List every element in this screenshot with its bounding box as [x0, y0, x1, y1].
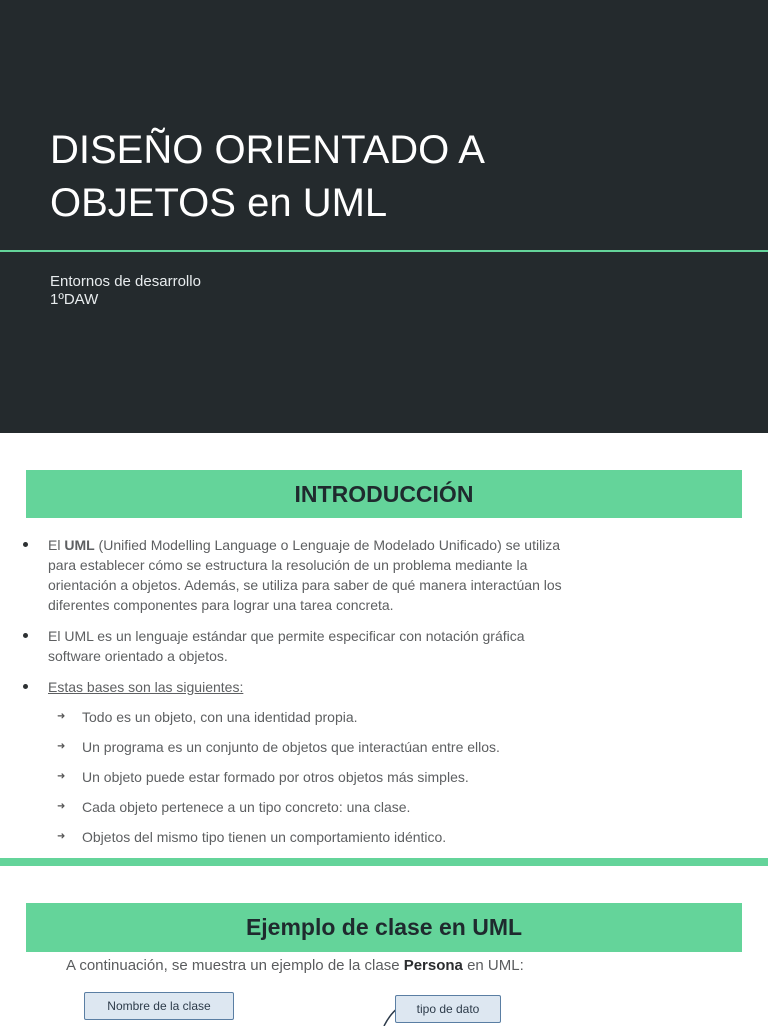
title-line-2: OBJETOS en UML — [50, 181, 388, 225]
bullet-line: para establecer cómo se estructura la resolución de un problema mediante la — [48, 557, 528, 573]
bullet-line: orientación a objetos. Además, se utiliza para saber de qué manera interactúan los — [48, 577, 562, 593]
sub-item: ➜ Todo es un objeto, con una identidad propia. — [57, 709, 358, 725]
sub-item: ➜ Objetos del mismo tipo tienen un comportamiento idéntico. — [57, 829, 447, 845]
arrow-icon: ➜ — [57, 831, 66, 842]
arrow-icon: ➜ — [57, 771, 66, 782]
arrow-icon: ➜ — [57, 801, 66, 812]
bullet-line: software orientado a objetos. — [48, 648, 228, 664]
bullet-bases — [48, 677, 668, 697]
intro-slide — [0, 433, 768, 858]
bullet-uml-definition — [48, 535, 668, 615]
sub-item: ➜ Cada objeto pertenece a un tipo concreto: una clase. — [57, 799, 411, 815]
bullet-dot-icon — [23, 633, 28, 638]
sub-item: ➜ Un objeto puede estar formado por otros objetos más simples. — [57, 769, 469, 785]
subtitle-line-2: 1ºDAW — [50, 291, 99, 308]
subtitle-line-1: Entornos de desarrollo — [50, 273, 201, 290]
title-divider — [0, 250, 768, 252]
slide-title — [50, 124, 740, 230]
arrow-icon: ➜ — [57, 741, 66, 752]
bullet-line: diferentes componentes para lograr una tarea concreta. — [48, 597, 394, 613]
bullet-uml-standard — [48, 626, 668, 666]
bullet-line: Estas bases son las siguientes: — [48, 679, 244, 695]
class-name-label: Nombre de la clase — [84, 992, 234, 1020]
slide-separator — [0, 858, 768, 866]
intro-heading: INTRODUCCIÓN — [294, 480, 474, 507]
title-line-1: DISEÑO ORIENTADO A — [50, 128, 485, 172]
uml-bold: UML — [64, 537, 95, 553]
slide-subtitle — [50, 273, 201, 309]
example-intro-text: A continuación, se muestra un ejemplo de la clase Persona en UML: — [66, 957, 524, 974]
bullet-dot-icon — [23, 542, 28, 547]
intro-heading-bar — [26, 470, 742, 518]
sub-item: ➜ Un programa es un conjunto de objetos que interactúan entre ellos. — [57, 739, 500, 755]
cover-slide — [0, 0, 768, 433]
bullet-line: El UML es un lenguaje estándar que permite especificar con notación gráfica — [48, 628, 525, 644]
bullet-dot-icon — [23, 684, 28, 689]
example-slide — [0, 866, 768, 1024]
example-heading-bar — [26, 903, 742, 952]
example-heading: Ejemplo de clase en UML — [245, 914, 523, 940]
bullet-line: El UML (Unified Modelling Language o Lenguaje de Modelado Unificado) se utiliza — [48, 537, 561, 553]
persona-bold: Persona — [403, 957, 463, 974]
arrow-icon: ➜ — [57, 711, 66, 722]
data-type-label: tipo de dato — [395, 995, 501, 1023]
